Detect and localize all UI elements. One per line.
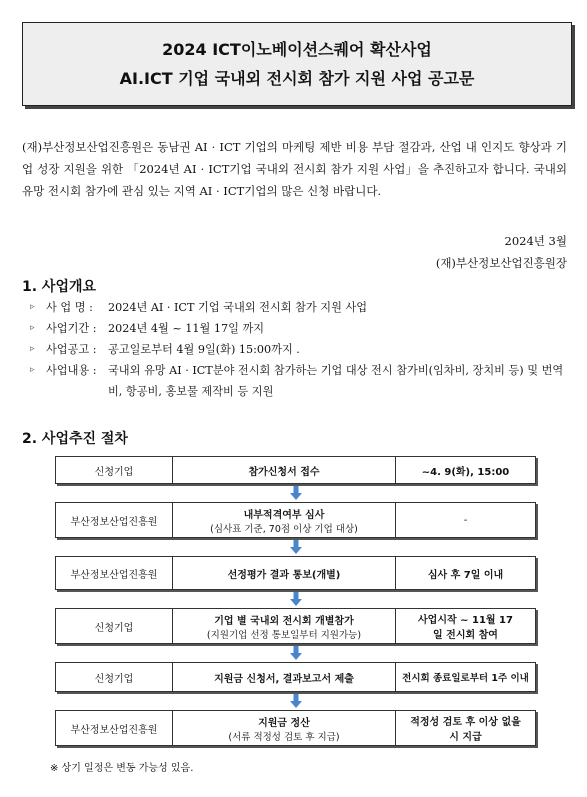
overview-item bbox=[30, 318, 570, 339]
overview-item bbox=[30, 339, 570, 360]
step-actor: 신청기업 bbox=[56, 663, 173, 691]
overview-text: 2024년 4월 ~ 11월 17일 까지 bbox=[108, 322, 265, 335]
triangle-bullet-icon: ▹ bbox=[30, 344, 35, 354]
intro-paragraph: (재)부산정보산업진흥원은 동남권 AI · ICT 기업의 마케팅 제반 비용 부담 절감과, 산업 내 인지도 향상과 기업 성장 지원을 위한 「2024년 AI · ICT기업 국내외 전시회 참가 지원 사업」을 추진하고자 합니다. 국내외 유망 전시회 참가에 관심 있는 지역 AI · ICT기업의 많은 신청 바랍니다. bbox=[22, 140, 567, 198]
arrow-down-icon bbox=[290, 646, 302, 660]
step-task bbox=[173, 457, 396, 483]
step-task-main: 기업 별 국내외 전시회 개별참가 bbox=[214, 615, 354, 627]
overview-item bbox=[30, 297, 570, 318]
step-task-main: 지원금 신청서, 결과보고서 제출 bbox=[214, 673, 354, 685]
flow-arrow bbox=[55, 590, 536, 608]
overview-text: 2024년 AI · ICT 기업 국내외 전시회 참가 지원 사업 bbox=[108, 301, 368, 314]
step-schedule: 심사 후 7일 이내 bbox=[427, 569, 504, 581]
overview-label: 사업내용 : bbox=[46, 364, 97, 377]
overview-text: 국내외 유망 AI · ICT분야 전시회 참가하는 기업 대상 전시 참가비(임차비, 장치비 등) 및 번역비, 항공비, 홍보물 제작비 등 지원 bbox=[108, 364, 564, 398]
notice-date: 2024년 3월 bbox=[504, 234, 567, 248]
step-task bbox=[173, 557, 396, 589]
section-1-heading: 1. 사업개요 bbox=[22, 279, 97, 295]
step-task-main: 참가신청서 접수 bbox=[248, 466, 320, 478]
step-schedule: 사업시작 ~ 11월 17일 전시회 참여 bbox=[418, 615, 513, 641]
step-task bbox=[173, 663, 396, 691]
section-2-heading: 2. 사업추진 절차 bbox=[22, 431, 128, 447]
step-actor: 신청기업 bbox=[56, 457, 173, 483]
overview-text: 공고일로부터 4월 9일(화) 15:00까지 . bbox=[108, 343, 300, 356]
step-task bbox=[173, 609, 396, 643]
arrow-down-icon bbox=[290, 540, 302, 554]
step-task-sub: (지원기업 선정 통보일부터 지원가능) bbox=[206, 629, 362, 641]
step-schedule: 적정성 검토 후 이상 없을 시 지급 bbox=[410, 717, 521, 743]
step-actor: 부산정보산업진흥원 bbox=[56, 711, 173, 745]
overview-label: 사 업 명 : bbox=[46, 301, 93, 314]
overview-label: 사업공고 : bbox=[46, 343, 97, 356]
step-task-sub: (서류 적정성 검토 후 지급) bbox=[228, 731, 340, 743]
triangle-bullet-icon: ▹ bbox=[30, 365, 35, 375]
step-task-sub: (심사표 기준, 70점 이상 기업 대상) bbox=[210, 523, 358, 535]
title-line-2: AI.ICT 기업 국내외 전시회 참가 지원 사업 공고문 bbox=[119, 69, 475, 88]
procedure-step bbox=[55, 456, 536, 484]
step-actor: 신청기업 bbox=[56, 609, 173, 643]
procedure-step bbox=[55, 608, 536, 644]
schedule-note: ※ 상기 일정은 변동 가능성 있음. bbox=[50, 763, 194, 774]
step-task-main: 지원금 정산 bbox=[258, 717, 310, 729]
procedure-step bbox=[55, 502, 536, 538]
step-schedule: 전시회 종료일로부터 1주 이내 bbox=[402, 673, 529, 684]
flow-arrow bbox=[55, 484, 536, 502]
triangle-bullet-icon: ▹ bbox=[30, 323, 35, 333]
title-line-1: 2024 ICT이노베이션스퀘어 확산사업 bbox=[162, 40, 432, 59]
overview-list bbox=[30, 297, 570, 402]
step-actor: 부산정보산업진흥원 bbox=[56, 503, 173, 537]
overview-item bbox=[30, 360, 570, 402]
procedure-step bbox=[55, 662, 536, 692]
step-schedule: - bbox=[463, 514, 468, 526]
step-task bbox=[173, 711, 396, 745]
step-task-main: 내부적격여부 심사 bbox=[243, 509, 325, 521]
overview-label: 사업기간 : bbox=[46, 322, 97, 335]
triangle-bullet-icon: ▹ bbox=[30, 302, 35, 312]
step-actor: 부산정보산업진흥원 bbox=[56, 557, 173, 589]
flow-arrow bbox=[55, 644, 536, 662]
step-schedule: ~4. 9(화), 15:00 bbox=[421, 466, 510, 478]
flow-arrow bbox=[55, 538, 536, 556]
procedure-flow bbox=[55, 456, 536, 746]
arrow-down-icon bbox=[290, 592, 302, 606]
signature-block bbox=[436, 230, 567, 274]
issuer-name: (재)부산정보산업진흥원장 bbox=[435, 256, 567, 270]
step-task-main: 선정평가 결과 통보(개별) bbox=[227, 569, 341, 581]
step-task bbox=[173, 503, 396, 537]
procedure-step bbox=[55, 556, 536, 590]
arrow-down-icon bbox=[290, 694, 302, 708]
title-box bbox=[22, 22, 572, 106]
flow-arrow bbox=[55, 692, 536, 710]
arrow-down-icon bbox=[290, 486, 302, 500]
procedure-step bbox=[55, 710, 536, 746]
